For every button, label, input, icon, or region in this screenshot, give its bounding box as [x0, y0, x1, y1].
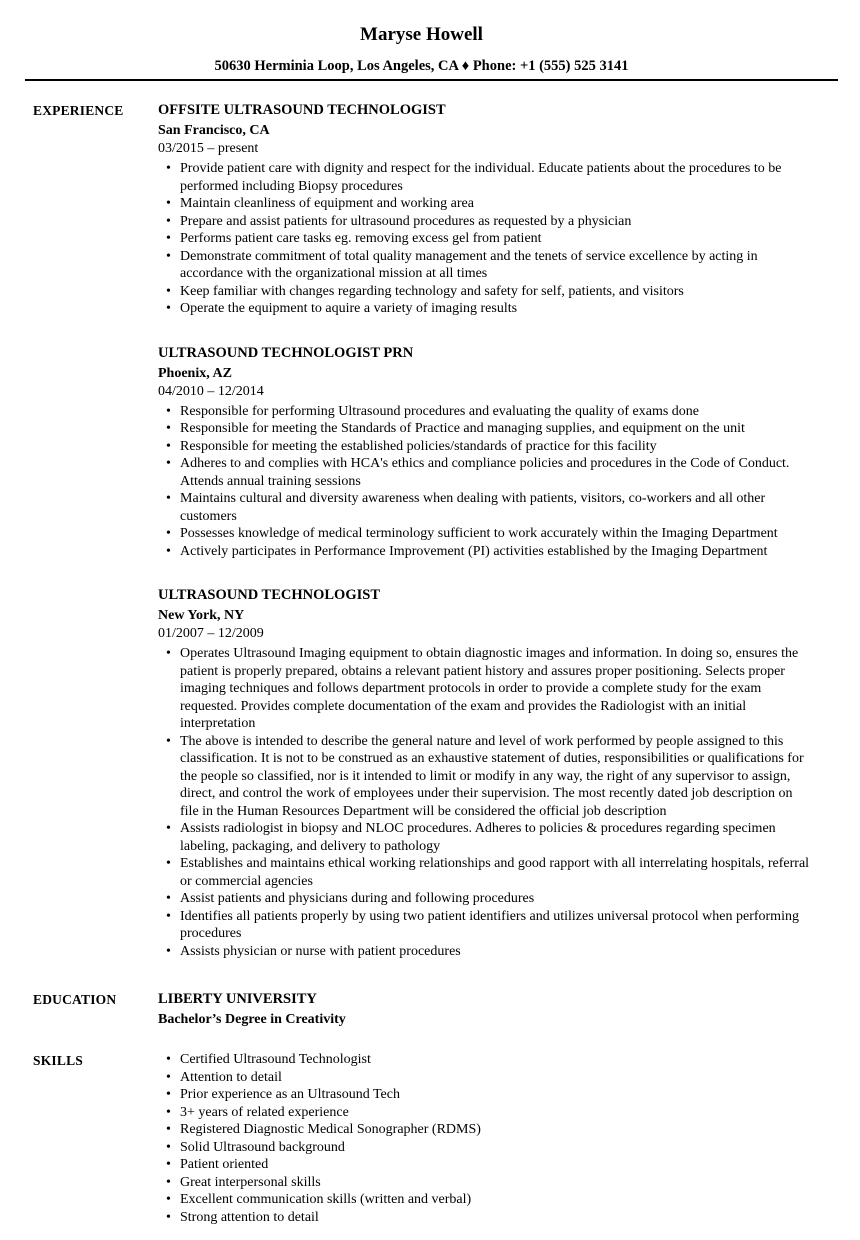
bullet-item: • Prior experience as an Ultrasound Tech: [158, 1086, 810, 1104]
bullet-item: • Prepare and assist patients for ultrasound procedures as requested by a physician: [158, 213, 810, 231]
resume-header: [33, 24, 810, 75]
bullet-item: • Maintains cultural and diversity awareness when dealing with patients, visitors, co-workers and all other customers: [158, 490, 810, 525]
bullet-item: • Solid Ultrasound background: [158, 1139, 810, 1157]
experience-section-label: EXPERIENCE: [33, 103, 124, 118]
experience-section-content: [158, 101, 810, 960]
bullet-item: • Assists radiologist in biopsy and NLOC procedures. Adheres to policies & procedures regarding specimen labeling, packaging, and delivery to pathology: [158, 820, 810, 855]
bullet-item: • Identifies all patients properly by using two patient identifiers and utilizes universal protocol when performing procedures: [158, 908, 810, 943]
job-dates: 04/2010 – 12/2014: [158, 383, 264, 399]
bullet-item: • Performs patient care tasks eg. removing excess gel from patient: [158, 230, 810, 248]
job-dates: 01/2007 – 12/2009: [158, 626, 264, 641]
education-section: [33, 990, 810, 1029]
bullet-item: • Keep familiar with changes regarding technology and safety for self, patients, and visitors: [158, 283, 810, 301]
job-location: New York, NY: [158, 608, 245, 623]
bullet-item: • Operates Ultrasound Imaging equipment to obtain diagnostic images and information. In doing so, ensures the patient is properly prepared, obtains a relevant patient history and assures proper positioning. Selects proper imaging techniques and follows department protocols in order to provide a complete study for the exam requested. Provides complete documentation of the exam and provides the Radiologist with an initial interpretation: [158, 645, 810, 733]
contact-line: 50630 Herminia Loop, Los Angeles, CA ♦ Phone: +1 (555) 525 3141: [214, 58, 629, 74]
job-title: ULTRASOUND TECHNOLOGIST PRN: [158, 344, 414, 361]
bullet-item: • Provide patient care with dignity and respect for the individual. Educate patients about the procedures to be performed including Biopsy procedures: [158, 160, 810, 195]
education-section-content: [158, 990, 810, 1029]
job-location: Phoenix, AZ: [158, 365, 232, 381]
job-location: San Francisco, CA: [158, 123, 270, 138]
skills-bullet-list: [158, 1051, 810, 1226]
job-entry: [158, 586, 810, 960]
job-entry: [158, 344, 810, 561]
bullet-item: • Patient oriented: [158, 1156, 810, 1174]
bullet-item: • Assists physician or nurse with patient procedures: [158, 943, 810, 961]
bullet-item: • Establishes and maintains ethical working relationships and good rapport with all interrelating hospitals, referral or commercial agencies: [158, 855, 810, 890]
job-bullet-list: [158, 645, 810, 960]
bullet-item: • Great interpersonal skills: [158, 1174, 810, 1192]
page-title: Maryse Howell: [360, 24, 483, 45]
bullet-item: • Demonstrate commitment of total quality management and the tenets of service excellence by acting in accordance with the organizational mission at all times: [158, 248, 810, 283]
bullet-item: • Maintain cleanliness of equipment and working area: [158, 195, 810, 213]
header-divider: [25, 79, 838, 81]
bullet-item: • Responsible for meeting the established policies/standards of practice for this facility: [158, 438, 810, 456]
school-name: LIBERTY UNIVERSITY: [158, 991, 317, 1007]
skills-section: [33, 1051, 810, 1226]
bullet-item: • Excellent communication skills (written and verbal): [158, 1191, 810, 1209]
bullet-item: • Actively participates in Performance Improvement (PI) activities established by the Imaging Department: [158, 543, 810, 561]
skills-section-label: SKILLS: [33, 1053, 83, 1068]
bullet-item: • Responsible for performing Ultrasound procedures and evaluating the quality of exams done: [158, 403, 810, 421]
job-bullet-list: [158, 403, 810, 561]
bullet-item: • The above is intended to describe the general nature and level of work performed by people assigned to this classification. It is not to be construed as an exhaustive statement of duties, responsibilities or qualifications for the people so classified, nor is it intended to limit or modify in any way, the right of any supervisor to assign, direct, and control the work of employees under their supervision. The most recently dated job description on file in the Human Resources Department will be considered the official job description: [158, 733, 810, 821]
job-entry: [158, 101, 810, 318]
job-bullet-list: [158, 160, 810, 318]
bullet-item: • Certified Ultrasound Technologist: [158, 1051, 810, 1069]
skills-section-content: [158, 1051, 810, 1226]
bullet-item: • 3+ years of related experience: [158, 1104, 810, 1122]
bullet-item: • Assist patients and physicians during and following procedures: [158, 890, 810, 908]
bullet-item: • Possesses knowledge of medical terminology sufficient to work accurately within the Imaging Department: [158, 525, 810, 543]
degree-name: Bachelor’s Degree in Creativity: [158, 1012, 346, 1027]
experience-section: [33, 101, 810, 960]
bullet-item: • Responsible for meeting the Standards of Practice and managing supplies, and equipment on the unit: [158, 420, 810, 438]
job-title: OFFSITE ULTRASOUND TECHNOLOGIST: [158, 102, 446, 118]
bullet-item: • Registered Diagnostic Medical Sonographer (RDMS): [158, 1121, 810, 1139]
bullet-item: • Attention to detail: [158, 1069, 810, 1087]
job-title: ULTRASOUND TECHNOLOGIST: [158, 587, 380, 603]
bullet-item: • Strong attention to detail: [158, 1209, 810, 1227]
job-dates: 03/2015 – present: [158, 141, 259, 156]
education-section-label: EDUCATION: [33, 992, 117, 1007]
bullet-item: • Operate the equipment to aquire a variety of imaging results: [158, 300, 810, 318]
bullet-item: • Adheres to and complies with HCA's ethics and compliance policies and procedures in the Code of Conduct. Attends annual training sessions: [158, 455, 810, 490]
